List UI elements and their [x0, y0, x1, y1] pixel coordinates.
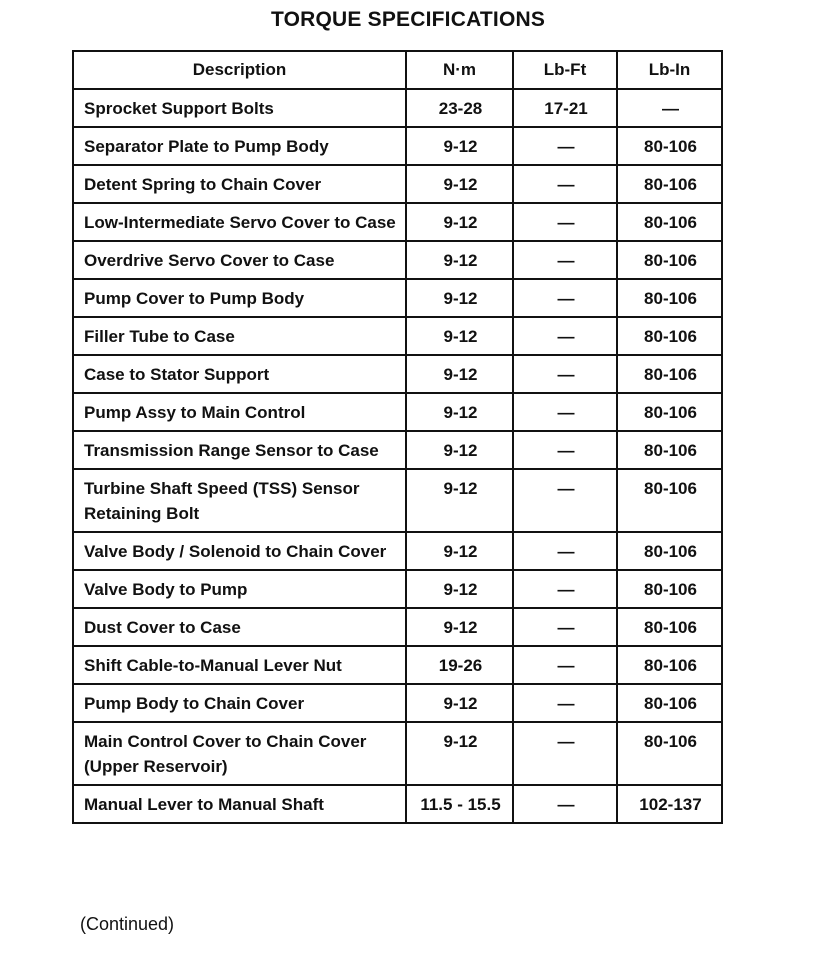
table-row — [73, 89, 722, 127]
cell-lbft: — — [513, 785, 617, 823]
table-row — [73, 127, 722, 165]
cell-nm: 9-12 — [406, 393, 513, 431]
cell-lbft: — — [513, 608, 617, 646]
cell-nm: 9-12 — [406, 203, 513, 241]
cell-nm: 9-12 — [406, 165, 513, 203]
cell-nm: 9-12 — [406, 608, 513, 646]
table-row — [73, 431, 722, 469]
header-lbft: Lb-Ft — [513, 51, 617, 89]
cell-description: Low-Intermediate Servo Cover to Case — [73, 203, 406, 241]
cell-nm: 9-12 — [406, 317, 513, 355]
cell-lbft: — — [513, 317, 617, 355]
cell-lbin: 80-106 — [617, 722, 722, 785]
cell-description: Manual Lever to Manual Shaft — [73, 785, 406, 823]
cell-description: Overdrive Servo Cover to Case — [73, 241, 406, 279]
cell-lbin: 80-106 — [617, 608, 722, 646]
cell-lbin: 80-106 — [617, 646, 722, 684]
cell-lbft: — — [513, 722, 617, 785]
cell-description: Pump Body to Chain Cover — [73, 684, 406, 722]
cell-nm: 9-12 — [406, 431, 513, 469]
table-row — [73, 722, 722, 785]
cell-lbft: — — [513, 646, 617, 684]
cell-nm: 9-12 — [406, 241, 513, 279]
cell-nm: 9-12 — [406, 532, 513, 570]
cell-description: Detent Spring to Chain Cover — [73, 165, 406, 203]
cell-lbin: 80-106 — [617, 127, 722, 165]
cell-nm: 19-26 — [406, 646, 513, 684]
cell-lbin: 80-106 — [617, 684, 722, 722]
cell-lbin: 80-106 — [617, 203, 722, 241]
cell-description: Dust Cover to Case — [73, 608, 406, 646]
cell-nm: 23-28 — [406, 89, 513, 127]
table-row — [73, 279, 722, 317]
cell-description: Valve Body to Pump — [73, 570, 406, 608]
table-row — [73, 355, 722, 393]
table-header-row — [73, 51, 722, 89]
table-row — [73, 317, 722, 355]
cell-lbin: 80-106 — [617, 317, 722, 355]
cell-lbin: 80-106 — [617, 279, 722, 317]
cell-lbin: 80-106 — [617, 393, 722, 431]
cell-description: Pump Cover to Pump Body — [73, 279, 406, 317]
cell-lbin: 80-106 — [617, 532, 722, 570]
cell-lbin: 80-106 — [617, 241, 722, 279]
cell-description: Sprocket Support Bolts — [73, 89, 406, 127]
table-row — [73, 785, 722, 823]
cell-lbft: 17-21 — [513, 89, 617, 127]
cell-lbin: — — [617, 89, 722, 127]
continued-note: (Continued) — [80, 914, 175, 934]
table-row — [73, 165, 722, 203]
cell-description: Main Control Cover to Chain Cover (Upper Reservoir) — [73, 722, 406, 785]
table-row — [73, 570, 722, 608]
table-row — [73, 393, 722, 431]
header-description: Description — [73, 51, 406, 89]
cell-nm: 9-12 — [406, 684, 513, 722]
table-row — [73, 203, 722, 241]
cell-lbft: — — [513, 127, 617, 165]
table-row — [73, 608, 722, 646]
cell-lbft: — — [513, 393, 617, 431]
cell-lbft: — — [513, 469, 617, 532]
cell-description: Case to Stator Support — [73, 355, 406, 393]
cell-lbft: — — [513, 684, 617, 722]
cell-lbin: 80-106 — [617, 469, 722, 532]
cell-lbin: 80-106 — [617, 431, 722, 469]
cell-nm: 9-12 — [406, 279, 513, 317]
table-row — [73, 469, 722, 532]
cell-lbin: 80-106 — [617, 570, 722, 608]
table-row — [73, 241, 722, 279]
cell-lbft: — — [513, 355, 617, 393]
cell-lbft: — — [513, 431, 617, 469]
cell-lbft: — — [513, 241, 617, 279]
cell-description: Pump Assy to Main Control — [73, 393, 406, 431]
torque-spec-table — [72, 50, 723, 824]
cell-description: Transmission Range Sensor to Case — [73, 431, 406, 469]
table-row — [73, 532, 722, 570]
cell-description: Shift Cable-to-Manual Lever Nut — [73, 646, 406, 684]
cell-nm: 9-12 — [406, 570, 513, 608]
cell-lbin: 102-137 — [617, 785, 722, 823]
cell-nm: 9-12 — [406, 722, 513, 785]
cell-description: Valve Body / Solenoid to Chain Cover — [73, 532, 406, 570]
cell-lbft: — — [513, 165, 617, 203]
cell-description: Separator Plate to Pump Body — [73, 127, 406, 165]
cell-nm: 11.5 - 15.5 — [406, 785, 513, 823]
cell-nm: 9-12 — [406, 355, 513, 393]
header-nm: N·m — [406, 51, 513, 89]
cell-nm: 9-12 — [406, 127, 513, 165]
table-row — [73, 646, 722, 684]
cell-description: Filler Tube to Case — [73, 317, 406, 355]
cell-lbft: — — [513, 532, 617, 570]
cell-nm: 9-12 — [406, 469, 513, 532]
cell-lbin: 80-106 — [617, 355, 722, 393]
cell-lbft: — — [513, 279, 617, 317]
table-row — [73, 684, 722, 722]
cell-lbft: — — [513, 570, 617, 608]
page-title: TORQUE SPECIFICATIONS — [270, 8, 546, 31]
cell-lbin: 80-106 — [617, 165, 722, 203]
header-lbin: Lb-In — [617, 51, 722, 89]
cell-lbft: — — [513, 203, 617, 241]
cell-description: Turbine Shaft Speed (TSS) Sensor Retaining Bolt — [73, 469, 406, 532]
